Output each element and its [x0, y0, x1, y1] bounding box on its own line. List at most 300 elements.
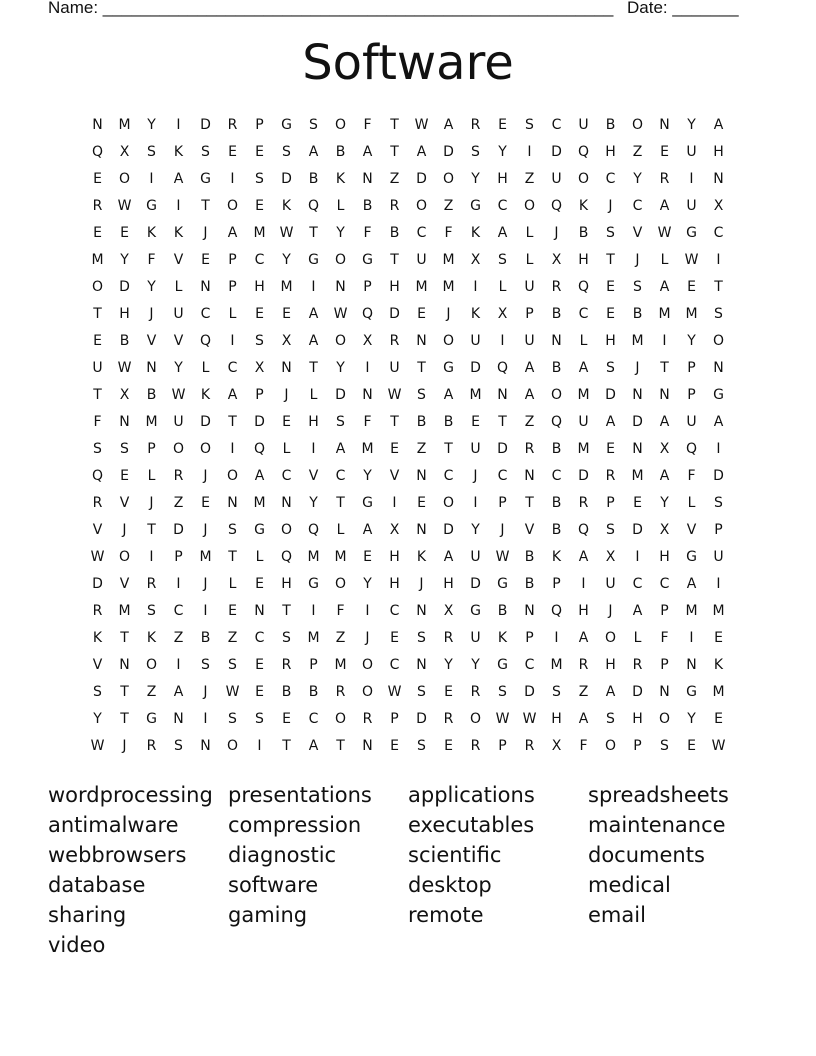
grid-letter[interactable]: U: [524, 278, 535, 295]
grid-letter[interactable]: S: [552, 683, 561, 700]
grid-letter[interactable]: R: [470, 737, 481, 754]
grid-letter[interactable]: M: [307, 548, 320, 565]
grid-letter[interactable]: S: [336, 413, 345, 430]
grid-letter[interactable]: V: [146, 332, 157, 349]
grid-letter[interactable]: Q: [496, 359, 509, 376]
grid-letter[interactable]: N: [416, 521, 427, 538]
grid-letter[interactable]: I: [311, 602, 316, 619]
grid-letter[interactable]: E: [255, 305, 264, 322]
grid-letter[interactable]: S: [228, 521, 237, 538]
grid-letter[interactable]: J: [635, 251, 640, 268]
grid-letter[interactable]: H: [389, 575, 400, 592]
grid-letter[interactable]: A: [524, 359, 535, 376]
grid-letter[interactable]: J: [500, 521, 505, 538]
grid-letter[interactable]: C: [551, 467, 562, 484]
grid-letter[interactable]: N: [92, 116, 103, 133]
grid-letter[interactable]: H: [308, 413, 319, 430]
grid-letter[interactable]: B: [551, 494, 562, 511]
grid-letter[interactable]: W: [387, 386, 402, 403]
grid-letter[interactable]: T: [282, 602, 291, 619]
grid-letter[interactable]: I: [662, 332, 667, 349]
grid-letter[interactable]: D: [254, 413, 265, 430]
grid-letter[interactable]: M: [685, 602, 698, 619]
grid-letter[interactable]: N: [173, 710, 184, 727]
grid-letter[interactable]: S: [201, 656, 210, 673]
grid-letter[interactable]: Z: [443, 197, 454, 214]
grid-letter[interactable]: I: [149, 170, 154, 187]
grid-letter[interactable]: Q: [361, 305, 374, 322]
grid-letter[interactable]: C: [632, 575, 643, 592]
grid-letter[interactable]: B: [200, 629, 211, 646]
grid-letter[interactable]: S: [417, 737, 426, 754]
grid-letter[interactable]: J: [203, 224, 208, 241]
grid-letter[interactable]: S: [417, 683, 426, 700]
grid-letter[interactable]: J: [149, 494, 154, 511]
grid-letter[interactable]: O: [334, 710, 347, 727]
grid-letter[interactable]: P: [633, 737, 642, 754]
grid-letter[interactable]: S: [471, 143, 480, 160]
grid-letter[interactable]: V: [92, 521, 103, 538]
grid-letter[interactable]: R: [632, 656, 643, 673]
grid-letter[interactable]: I: [176, 656, 181, 673]
grid-letter[interactable]: H: [605, 656, 616, 673]
grid-letter[interactable]: D: [416, 710, 427, 727]
grid-letter[interactable]: R: [578, 494, 589, 511]
grid-letter[interactable]: L: [498, 278, 507, 295]
grid-letter[interactable]: S: [147, 143, 156, 160]
grid-letter[interactable]: K: [281, 197, 292, 214]
grid-letter[interactable]: G: [254, 521, 265, 538]
grid-letter[interactable]: O: [145, 656, 158, 673]
grid-letter[interactable]: B: [605, 116, 616, 133]
grid-letter[interactable]: O: [442, 332, 455, 349]
grid-letter[interactable]: R: [524, 440, 535, 457]
grid-letter[interactable]: O: [118, 170, 131, 187]
grid-letter[interactable]: J: [122, 521, 127, 538]
grid-letter[interactable]: Q: [577, 521, 590, 538]
grid-letter[interactable]: O: [550, 386, 563, 403]
grid-letter[interactable]: D: [416, 170, 427, 187]
grid-letter[interactable]: G: [443, 359, 454, 376]
grid-letter[interactable]: U: [578, 116, 589, 133]
grid-letter[interactable]: F: [687, 467, 696, 484]
grid-letter[interactable]: R: [551, 278, 562, 295]
grid-letter[interactable]: P: [228, 278, 237, 295]
grid-letter[interactable]: R: [92, 602, 103, 619]
grid-letter[interactable]: F: [363, 116, 372, 133]
grid-letter[interactable]: X: [281, 332, 292, 349]
grid-letter[interactable]: P: [498, 737, 507, 754]
grid-letter[interactable]: W: [333, 305, 348, 322]
grid-letter[interactable]: T: [336, 737, 345, 754]
grid-letter[interactable]: Z: [416, 440, 427, 457]
grid-letter[interactable]: O: [631, 116, 644, 133]
grid-letter[interactable]: S: [201, 143, 210, 160]
grid-letter[interactable]: I: [392, 494, 397, 511]
grid-letter[interactable]: R: [470, 683, 481, 700]
grid-letter[interactable]: B: [551, 521, 562, 538]
grid-letter[interactable]: P: [525, 629, 534, 646]
grid-letter[interactable]: H: [497, 170, 508, 187]
grid-letter[interactable]: E: [660, 143, 669, 160]
grid-letter[interactable]: A: [443, 548, 454, 565]
grid-letter[interactable]: W: [711, 737, 726, 754]
grid-letter[interactable]: M: [415, 278, 428, 295]
grid-letter[interactable]: B: [551, 359, 562, 376]
grid-letter[interactable]: S: [282, 629, 291, 646]
grid-letter[interactable]: S: [606, 710, 615, 727]
grid-letter[interactable]: X: [119, 143, 130, 160]
grid-letter[interactable]: E: [633, 494, 642, 511]
grid-letter[interactable]: M: [712, 602, 725, 619]
grid-letter[interactable]: N: [659, 386, 670, 403]
grid-letter[interactable]: V: [308, 467, 319, 484]
grid-letter[interactable]: G: [686, 224, 697, 241]
grid-letter[interactable]: A: [713, 413, 724, 430]
grid-letter[interactable]: X: [713, 197, 724, 214]
grid-letter[interactable]: A: [362, 143, 373, 160]
grid-letter[interactable]: I: [716, 575, 721, 592]
grid-letter[interactable]: Q: [685, 440, 698, 457]
grid-letter[interactable]: P: [714, 521, 723, 538]
grid-letter[interactable]: W: [279, 224, 294, 241]
grid-letter[interactable]: P: [498, 494, 507, 511]
grid-letter[interactable]: L: [201, 359, 210, 376]
grid-letter[interactable]: X: [551, 251, 562, 268]
grid-letter[interactable]: X: [605, 548, 616, 565]
grid-letter[interactable]: M: [118, 602, 131, 619]
grid-letter[interactable]: R: [92, 197, 103, 214]
grid-letter[interactable]: R: [362, 710, 373, 727]
grid-letter[interactable]: Y: [147, 116, 156, 133]
grid-letter[interactable]: Q: [91, 467, 104, 484]
grid-letter[interactable]: Z: [578, 683, 589, 700]
grid-letter[interactable]: V: [524, 521, 535, 538]
grid-letter[interactable]: T: [525, 494, 534, 511]
grid-letter[interactable]: D: [632, 683, 643, 700]
grid-letter[interactable]: S: [255, 170, 264, 187]
grid-letter[interactable]: N: [686, 656, 697, 673]
grid-letter[interactable]: Q: [253, 440, 266, 457]
grid-letter[interactable]: X: [362, 332, 373, 349]
grid-letter[interactable]: B: [335, 143, 346, 160]
grid-letter[interactable]: S: [606, 521, 615, 538]
grid-letter[interactable]: S: [714, 305, 723, 322]
grid-letter[interactable]: B: [281, 683, 292, 700]
grid-letter[interactable]: U: [524, 332, 535, 349]
grid-letter[interactable]: L: [174, 278, 183, 295]
grid-letter[interactable]: I: [230, 440, 235, 457]
grid-letter[interactable]: U: [686, 143, 697, 160]
grid-letter[interactable]: C: [578, 305, 589, 322]
grid-letter[interactable]: L: [147, 467, 156, 484]
grid-letter[interactable]: Z: [173, 629, 184, 646]
grid-letter[interactable]: O: [523, 197, 536, 214]
grid-letter[interactable]: D: [524, 683, 535, 700]
grid-letter[interactable]: M: [253, 494, 266, 511]
grid-letter[interactable]: O: [469, 710, 482, 727]
grid-letter[interactable]: E: [255, 683, 264, 700]
grid-letter[interactable]: D: [551, 143, 562, 160]
grid-letter[interactable]: M: [253, 224, 266, 241]
grid-letter[interactable]: P: [660, 656, 669, 673]
grid-letter[interactable]: E: [498, 116, 507, 133]
grid-letter[interactable]: N: [524, 467, 535, 484]
grid-letter[interactable]: A: [443, 116, 454, 133]
grid-letter[interactable]: Y: [633, 170, 642, 187]
grid-letter[interactable]: T: [147, 521, 156, 538]
grid-letter[interactable]: E: [606, 278, 615, 295]
grid-letter[interactable]: G: [470, 197, 481, 214]
grid-letter[interactable]: B: [524, 548, 535, 565]
grid-letter[interactable]: N: [119, 656, 130, 673]
grid-letter[interactable]: I: [203, 710, 208, 727]
grid-letter[interactable]: Y: [363, 467, 372, 484]
grid-letter[interactable]: A: [578, 629, 589, 646]
grid-letter[interactable]: G: [470, 602, 481, 619]
grid-letter[interactable]: C: [497, 467, 508, 484]
grid-letter[interactable]: K: [470, 224, 481, 241]
grid-letter[interactable]: O: [226, 737, 239, 754]
grid-letter[interactable]: K: [578, 197, 589, 214]
grid-letter[interactable]: M: [91, 251, 104, 268]
grid-letter[interactable]: N: [200, 278, 211, 295]
grid-letter[interactable]: U: [173, 413, 184, 430]
grid-letter[interactable]: M: [685, 305, 698, 322]
grid-letter[interactable]: S: [525, 116, 534, 133]
grid-letter[interactable]: C: [713, 224, 724, 241]
grid-letter[interactable]: B: [443, 413, 454, 430]
grid-letter[interactable]: C: [659, 575, 670, 592]
grid-letter[interactable]: O: [91, 278, 104, 295]
grid-letter[interactable]: J: [635, 359, 640, 376]
grid-letter[interactable]: N: [713, 170, 724, 187]
grid-letter[interactable]: V: [92, 656, 103, 673]
grid-letter[interactable]: I: [716, 251, 721, 268]
grid-letter[interactable]: E: [282, 305, 291, 322]
grid-letter[interactable]: O: [415, 197, 428, 214]
grid-letter[interactable]: N: [119, 413, 130, 430]
grid-letter[interactable]: C: [497, 197, 508, 214]
grid-letter[interactable]: S: [417, 629, 426, 646]
grid-letter[interactable]: N: [713, 359, 724, 376]
grid-letter[interactable]: G: [497, 656, 508, 673]
grid-letter[interactable]: X: [659, 521, 670, 538]
grid-letter[interactable]: L: [579, 332, 588, 349]
grid-letter[interactable]: E: [201, 251, 210, 268]
grid-letter[interactable]: M: [442, 251, 455, 268]
grid-letter[interactable]: A: [659, 278, 670, 295]
grid-letter[interactable]: B: [308, 170, 319, 187]
grid-letter[interactable]: B: [308, 683, 319, 700]
grid-letter[interactable]: Y: [687, 116, 696, 133]
grid-letter[interactable]: B: [146, 386, 157, 403]
grid-letter[interactable]: S: [498, 683, 507, 700]
grid-letter[interactable]: F: [444, 224, 453, 241]
grid-letter[interactable]: Z: [632, 143, 643, 160]
grid-letter[interactable]: G: [281, 116, 292, 133]
grid-letter[interactable]: B: [578, 224, 589, 241]
grid-letter[interactable]: I: [176, 575, 181, 592]
grid-letter[interactable]: S: [714, 494, 723, 511]
grid-letter[interactable]: O: [442, 494, 455, 511]
grid-letter[interactable]: W: [90, 548, 105, 565]
grid-letter[interactable]: S: [228, 656, 237, 673]
grid-letter[interactable]: N: [524, 602, 535, 619]
grid-letter[interactable]: P: [147, 440, 156, 457]
grid-letter[interactable]: E: [444, 737, 453, 754]
grid-letter[interactable]: S: [606, 224, 615, 241]
grid-letter[interactable]: O: [199, 440, 212, 457]
grid-letter[interactable]: N: [227, 494, 238, 511]
grid-letter[interactable]: A: [605, 683, 616, 700]
grid-letter[interactable]: P: [228, 251, 237, 268]
grid-letter[interactable]: J: [203, 521, 208, 538]
grid-letter[interactable]: B: [497, 602, 508, 619]
grid-letter[interactable]: N: [362, 386, 373, 403]
grid-letter[interactable]: D: [443, 521, 454, 538]
grid-letter[interactable]: M: [469, 386, 482, 403]
grid-letter[interactable]: M: [334, 548, 347, 565]
grid-letter[interactable]: A: [659, 413, 670, 430]
grid-letter[interactable]: J: [473, 467, 478, 484]
grid-letter[interactable]: J: [203, 683, 208, 700]
grid-letter[interactable]: Y: [687, 710, 696, 727]
grid-letter[interactable]: J: [284, 386, 289, 403]
grid-letter[interactable]: M: [145, 413, 158, 430]
grid-letter[interactable]: C: [443, 467, 454, 484]
grid-letter[interactable]: O: [334, 251, 347, 268]
grid-letter[interactable]: E: [363, 548, 372, 565]
grid-letter[interactable]: I: [230, 332, 235, 349]
grid-letter[interactable]: E: [714, 629, 723, 646]
grid-letter[interactable]: L: [525, 224, 534, 241]
grid-letter[interactable]: O: [442, 170, 455, 187]
grid-letter[interactable]: E: [228, 143, 237, 160]
grid-letter[interactable]: C: [227, 359, 238, 376]
grid-letter[interactable]: D: [173, 521, 184, 538]
grid-letter[interactable]: C: [254, 629, 265, 646]
grid-letter[interactable]: B: [119, 332, 130, 349]
grid-letter[interactable]: N: [632, 386, 643, 403]
grid-letter[interactable]: S: [309, 116, 318, 133]
grid-letter[interactable]: Y: [93, 710, 102, 727]
grid-letter[interactable]: K: [92, 629, 103, 646]
grid-letter[interactable]: J: [203, 575, 208, 592]
grid-letter[interactable]: Y: [363, 575, 372, 592]
grid-letter[interactable]: R: [389, 197, 400, 214]
grid-letter[interactable]: R: [227, 116, 238, 133]
grid-letter[interactable]: T: [390, 116, 399, 133]
grid-letter[interactable]: Q: [550, 602, 563, 619]
grid-letter[interactable]: L: [228, 305, 237, 322]
grid-letter[interactable]: U: [686, 413, 697, 430]
grid-letter[interactable]: W: [117, 359, 132, 376]
grid-letter[interactable]: I: [689, 629, 694, 646]
grid-letter[interactable]: W: [171, 386, 186, 403]
grid-letter[interactable]: I: [500, 332, 505, 349]
grid-letter[interactable]: Y: [687, 332, 696, 349]
grid-letter[interactable]: O: [577, 170, 590, 187]
grid-letter[interactable]: J: [365, 629, 370, 646]
grid-letter[interactable]: I: [365, 359, 370, 376]
grid-letter[interactable]: R: [335, 683, 346, 700]
grid-letter[interactable]: Q: [91, 143, 104, 160]
grid-letter[interactable]: A: [416, 143, 427, 160]
grid-letter[interactable]: B: [551, 440, 562, 457]
grid-letter[interactable]: U: [470, 629, 481, 646]
grid-letter[interactable]: Y: [471, 521, 480, 538]
grid-letter[interactable]: H: [632, 710, 643, 727]
grid-letter[interactable]: E: [255, 197, 264, 214]
grid-letter[interactable]: M: [118, 116, 131, 133]
grid-letter[interactable]: A: [308, 332, 319, 349]
grid-letter[interactable]: R: [470, 116, 481, 133]
grid-letter[interactable]: A: [686, 575, 697, 592]
grid-letter[interactable]: E: [282, 413, 291, 430]
grid-letter[interactable]: J: [608, 602, 613, 619]
grid-letter[interactable]: Q: [550, 413, 563, 430]
grid-letter[interactable]: R: [389, 332, 400, 349]
grid-letter[interactable]: R: [281, 656, 292, 673]
grid-letter[interactable]: X: [470, 251, 481, 268]
grid-letter[interactable]: K: [146, 629, 157, 646]
grid-letter[interactable]: K: [173, 143, 184, 160]
grid-letter[interactable]: G: [713, 386, 724, 403]
grid-letter[interactable]: S: [255, 710, 264, 727]
grid-letter[interactable]: N: [281, 494, 292, 511]
grid-letter[interactable]: D: [200, 413, 211, 430]
grid-letter[interactable]: J: [554, 224, 559, 241]
grid-letter[interactable]: A: [362, 521, 373, 538]
grid-letter[interactable]: C: [551, 116, 562, 133]
grid-letter[interactable]: A: [308, 305, 319, 322]
grid-letter[interactable]: F: [579, 737, 588, 754]
grid-letter[interactable]: E: [120, 224, 129, 241]
grid-letter[interactable]: O: [226, 197, 239, 214]
grid-letter[interactable]: B: [524, 575, 535, 592]
grid-letter[interactable]: C: [524, 656, 535, 673]
grid-letter[interactable]: T: [336, 494, 345, 511]
grid-letter[interactable]: R: [443, 629, 454, 646]
grid-letter[interactable]: Q: [577, 278, 590, 295]
grid-letter[interactable]: J: [608, 197, 613, 214]
grid-letter[interactable]: R: [605, 467, 616, 484]
grid-letter[interactable]: D: [497, 440, 508, 457]
grid-letter[interactable]: Y: [444, 656, 453, 673]
grid-letter[interactable]: W: [657, 224, 672, 241]
grid-letter[interactable]: P: [363, 278, 372, 295]
grid-letter[interactable]: K: [551, 548, 562, 565]
grid-letter[interactable]: Y: [174, 359, 183, 376]
grid-letter[interactable]: E: [93, 332, 102, 349]
grid-letter[interactable]: B: [632, 305, 643, 322]
grid-letter[interactable]: O: [361, 656, 374, 673]
grid-letter[interactable]: C: [308, 710, 319, 727]
grid-letter[interactable]: D: [200, 116, 211, 133]
grid-letter[interactable]: T: [309, 359, 318, 376]
grid-letter[interactable]: C: [632, 197, 643, 214]
grid-letter[interactable]: S: [255, 332, 264, 349]
grid-letter[interactable]: O: [280, 521, 293, 538]
grid-letter[interactable]: T: [282, 737, 291, 754]
grid-letter[interactable]: E: [228, 602, 237, 619]
grid-letter[interactable]: W: [117, 197, 132, 214]
grid-letter[interactable]: X: [119, 386, 130, 403]
grid-letter[interactable]: Y: [147, 278, 156, 295]
grid-letter[interactable]: F: [336, 602, 345, 619]
grid-letter[interactable]: T: [390, 251, 399, 268]
